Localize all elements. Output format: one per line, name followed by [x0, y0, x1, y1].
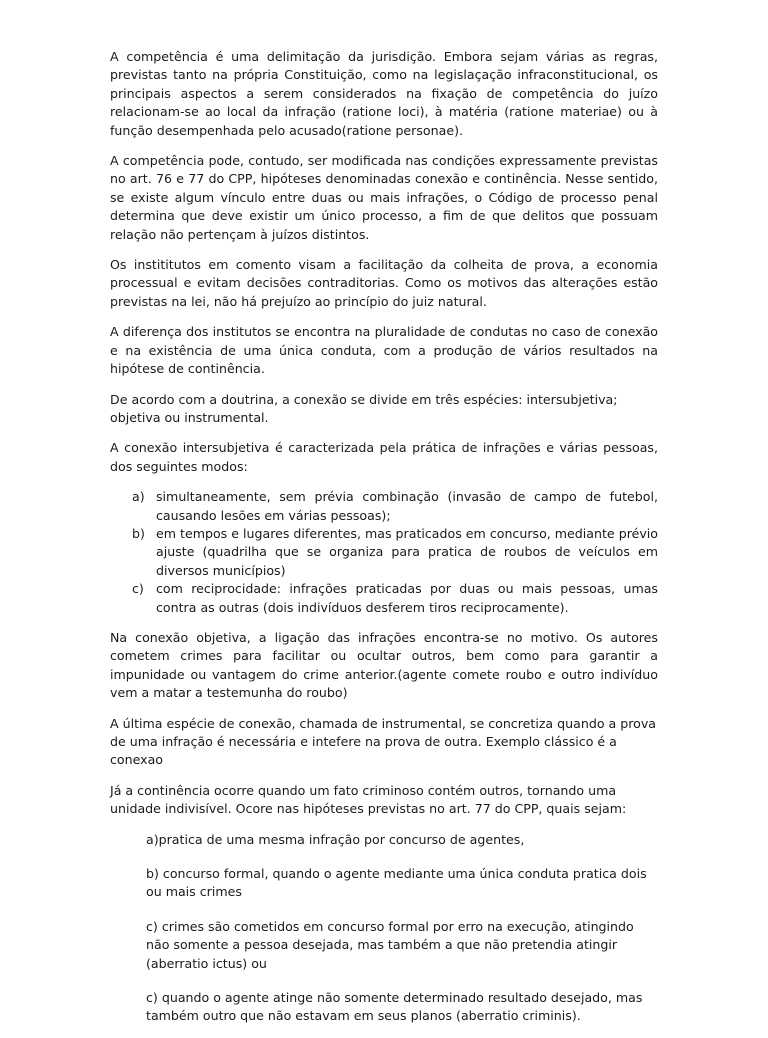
paragraph-instrumental: A última espécie de conexão, chamada de instrumental, se concretiza quando a prova de uma infração é necessária e intefere na prova de outra. Exemplo clássico é a conexao	[110, 715, 657, 768]
paragraph-intersubjetiva: A conexão intersubjetiva é caracterizada pela prática de infrações e várias pessoas, dos seguintes modos:	[110, 440, 658, 474]
paragraph-especies: De acordo com a doutrina, a conexão se divide em três espécies: intersubjetiva; objetiva ou instrumental.	[110, 391, 618, 425]
paragraph-institutos: Os instititutos em comento visam a facilitação da colheita de prova, a economia processual e evitam decisões contraditorias. Como os motivos das alterações estão previstas na lei, não há prejuízo ao princípio do juiz natural.	[110, 257, 658, 309]
continencia-item: b) concurso formal, quando o agente mediante uma única conduta pratica dois ou mais crimes	[146, 866, 647, 900]
list-item	[110, 525, 658, 580]
list-item-text: em tempos e lugares diferentes, mas praticados em concurso, mediante prévio ajuste (quadrilha que se organiza para pratica de roubos de veículos em diversos municípios)	[156, 525, 658, 578]
list-marker: a)	[132, 489, 145, 505]
paragraph-objetiva: Na conexão objetiva, a ligação das infrações encontra-se no motivo. Os autores cometem crimes para facilitar ou ocultar outros, bem como para garantir a impunidade ou vantagem do crime anterior.(agente comete roubo e outro indivíduo vem a matar a testemunha do roubo)	[110, 629, 658, 701]
continencia-item: c) quando o agente atinge não somente determinado resultado desejado, mas também outro que não estavam em seus planos (aberratio criminis).	[146, 990, 643, 1024]
paragraph-diferenca: A diferença dos institutos se encontra na pluralidade de condutas no caso de conexão e na existência de uma única conduta, com a produção de vários resultados na hipótese de continência.	[110, 324, 658, 377]
document-page	[110, 48, 658, 1038]
list-item	[110, 580, 658, 617]
list-marker: c)	[132, 581, 144, 597]
continencia-item: a)pratica de uma mesma infração por concurso de agentes,	[146, 831, 525, 847]
continencia-item: c) crimes são cometidos em concurso formal por erro na execução, atingindo não somente a pessoa desejada, mas também a que não pretendia atingir (aberratio ictus) ou	[146, 918, 634, 971]
list-item-text: com reciprocidade: infrações praticadas por duas ou mais pessoas, umas contra as outras (dois indivíduos desferem tiros reciprocamente).	[156, 581, 658, 615]
paragraph-competencia: A competência é uma delimitação da jurisdição. Embora sejam várias as regras, previstas tanto na própria Constituição, como na legislaçação infraconstitucional, os principais aspectos a serem considerados na fixação de competência do juízo relacionam-se ao local da infração (ratione loci), à matéria (ratione materiae) ou à função desempenhada pelo acusado(ratione personae).	[110, 49, 658, 138]
paragraph-modificacao: A competência pode, contudo, ser modificada nas condições expressamente previstas no art. 76 e 77 do CPP, hipóteses denominadas conexão e continência. Nesse sentido, se existe algum vínculo entre duas ou mais infrações, o Código de processo penal determina que deve existir um único processo, a fim de que delitos que possuam relação não pertençam à juízos distintos.	[110, 153, 658, 242]
list-item-text: simultaneamente, sem prévia combinação (invasão de campo de futebol, causando lesões em várias pessoas);	[156, 489, 658, 523]
list-item	[110, 488, 658, 525]
paragraph-continencia: Já a continência ocorre quando um fato criminoso contém outros, tornando uma unidade indivisível. Ocore nas hipóteses previstas no art. 77 do CPP, quais sejam:	[110, 782, 627, 817]
list-marker: b)	[132, 525, 145, 541]
intersubjetiva-list	[110, 488, 658, 617]
